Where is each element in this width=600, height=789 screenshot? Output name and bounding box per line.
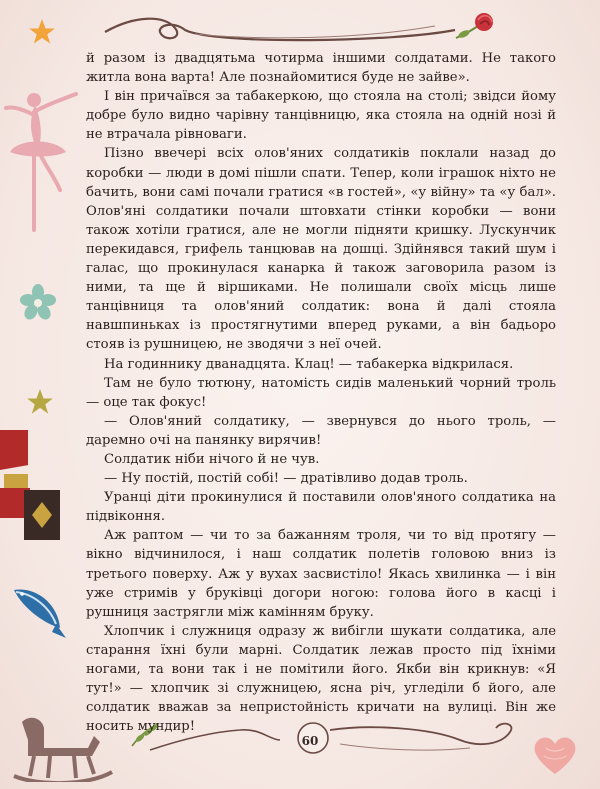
- star-icon: [28, 18, 56, 46]
- paragraph: — Ну постій, постій собі! — дратівливо додав троль.: [104, 471, 468, 487]
- story-text: [86, 49, 556, 736]
- paragraph: — Олов'яний солдатику, — звернувся до нього троль, — даремно очі на панянку вирячив!: [86, 413, 556, 448]
- ballerina-icon: [4, 80, 84, 240]
- paragraph: Уранці діти прокинулися й поставили олов'яного солдатика на підвіконня.: [86, 490, 556, 525]
- paragraph: На годиннику дванадцята. Клац! — табакерка відкрилася.: [104, 356, 514, 372]
- paragraph: Пізно ввечері всіх олов'яних солдатиків поклали назад до коробки — люди в домі пішли спати. Тепер, коли іграшок ніхто не бачить, вони самі почали гратися «в гостей», «у війну» та «у бал». Олов'яні солдатики почали штовхати стінки коробки — вони також хотіли гратися, але не могли підняти кришку. Лускунчик перекидався, грифель танцював на дошці. Здійнявся такий шум і галас, що прокинулася канарка й також заговорила разом із ними, та ще й віршиками. Не полишали своїх місць лише танцівниця та олов'яний солдатик: вона й далі стояла навшпиньках із простягнутими вперед руками, а він бадьоро стояв із рушницею, не зводячи з неї очей.: [86, 146, 556, 353]
- flower-icon: [20, 284, 56, 320]
- paragraph: І він причаївся за табакеркою, що стояла на столі; звідси йому добре було видно чарівну танцівницю, яка стояла на одній нозі й не втрачала рівноваги.: [86, 89, 556, 143]
- nutcracker-icon: [0, 430, 70, 550]
- paragraph: Солдатик ніби нічого й не чув.: [104, 451, 320, 467]
- paragraph: Там не було тютюну, натомість сидів маленький чорний троль — оце так фокус!: [86, 375, 556, 410]
- paragraph: й разом із двадцятьма чотирма іншими солдатами. Не такого житла вона варта! Але познайомитися буде не зайве».: [86, 51, 556, 86]
- paragraph: Хлопчик і служниця одразу ж вибігли шукати солдатика, але старання їхні були марні. Солдатик лежав просто під їхніми ногами, та вони так і не помітили його. Якби він крикнув: «Я тут!» — хлопчик зі служницею, ясна річ, угледіли б його, але солдатик вважав за непристойність кричати на вулиці. Він же носить мундир!: [86, 623, 556, 735]
- rose-icon: [452, 8, 502, 44]
- fish-icon: [6, 580, 68, 640]
- paragraph: Аж раптом — чи то за бажанням троля, чи то від протягу — вікно відчинилося, і наш солдатик полетів головою вниз із третього поверху. Аж у вухах засвистіло! Якась хвилинка — і він уже стримів у бруківці догори ногою: голова його в касці і рушниця застрягли між камінням бруку.: [86, 528, 556, 620]
- heart-icon: [532, 734, 578, 776]
- star-icon: [26, 388, 54, 416]
- page-number: 60: [301, 734, 319, 748]
